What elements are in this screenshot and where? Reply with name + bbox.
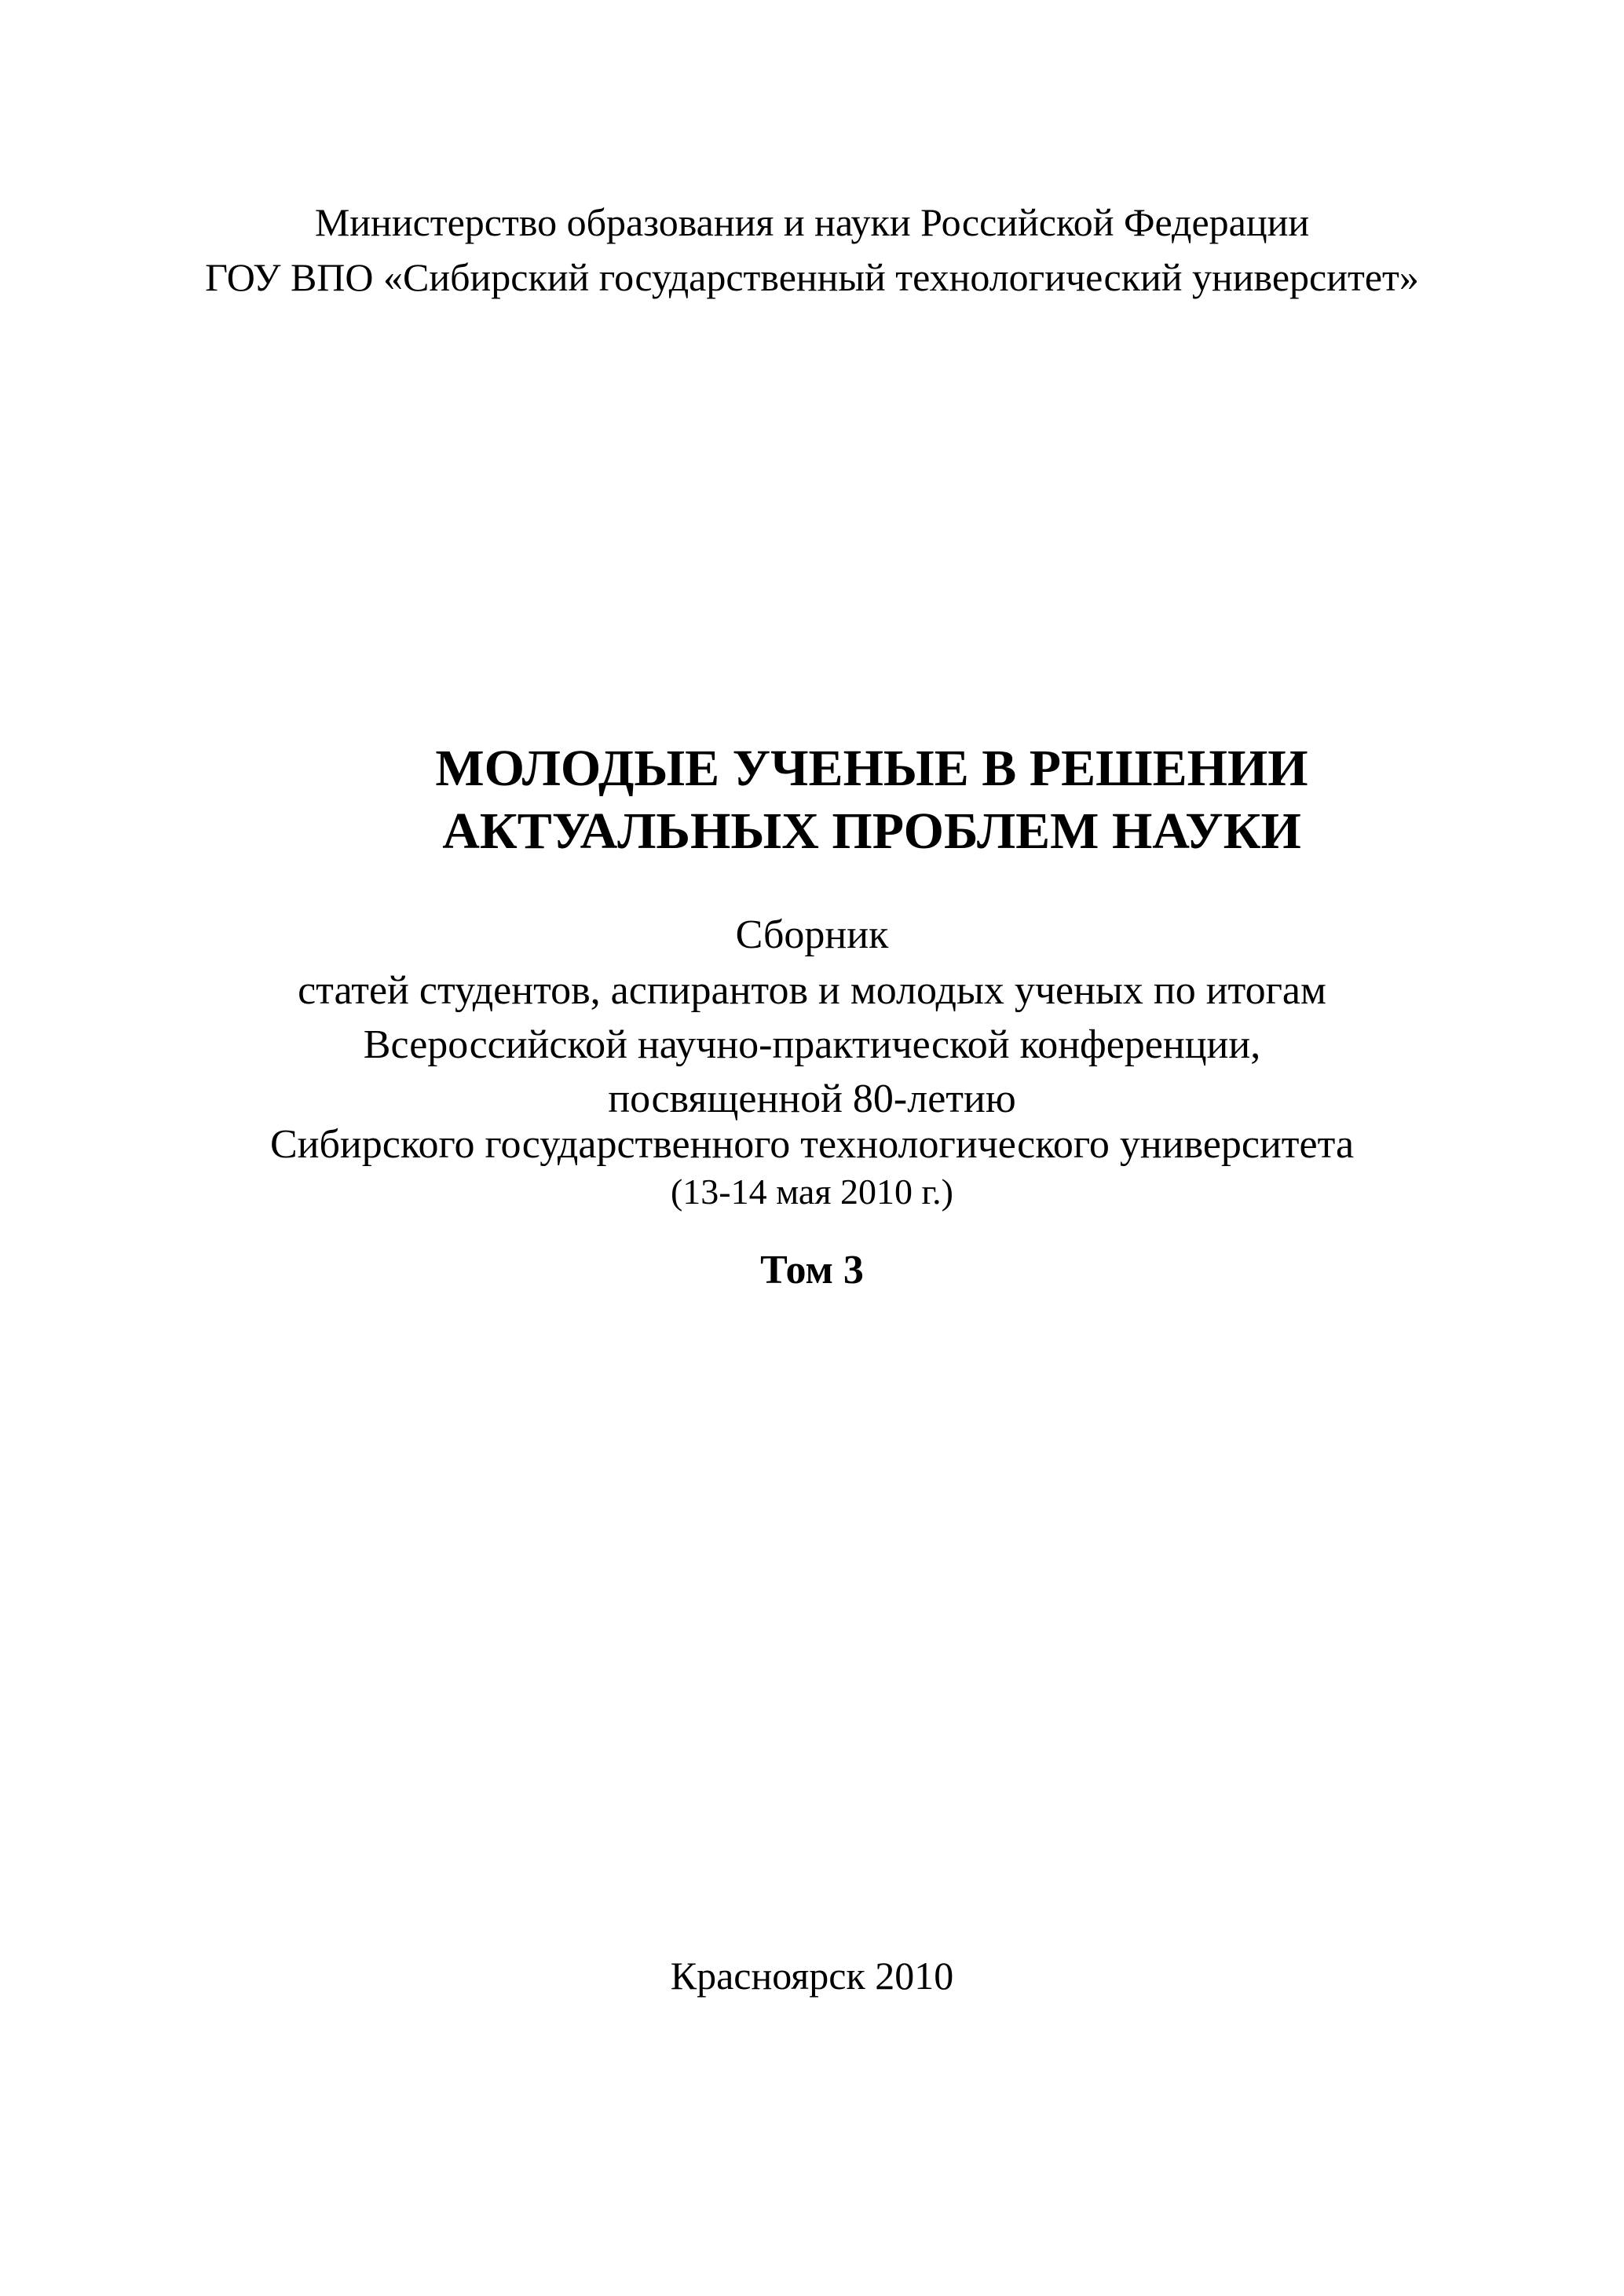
book-title-line-1: МОЛОДЫЕ УЧЕНЫЕ В РЕШЕНИИ (435, 740, 1308, 797)
collection-description-line-1: статей студентов, аспирантов и молодых ученых по итогам (298, 968, 1326, 1013)
collection-label: Сборник (735, 912, 889, 957)
conference-dates: (13-14 мая 2010 г.) (670, 1172, 953, 1212)
university-name: ГОУ ВПО «Сибирский государственный технологический университет» (205, 255, 1419, 299)
ministry-name: Министерство образования и науки Российской Федерации (314, 200, 1310, 244)
collection-description-line-3: посвященной 80-летию (608, 1077, 1016, 1121)
volume-number: Том 3 (760, 1248, 864, 1292)
book-title-line-2: АКТУАЛЬНЫХ ПРОБЛЕМ НАУКИ (442, 803, 1301, 860)
city-and-year: Красноярск 2010 (670, 1954, 954, 1998)
collection-description-line-2: Всероссийской научно-практической конференции, (363, 1022, 1261, 1067)
collection-description-line-4: Сибирского государственного технологического университета (269, 1122, 1355, 1167)
